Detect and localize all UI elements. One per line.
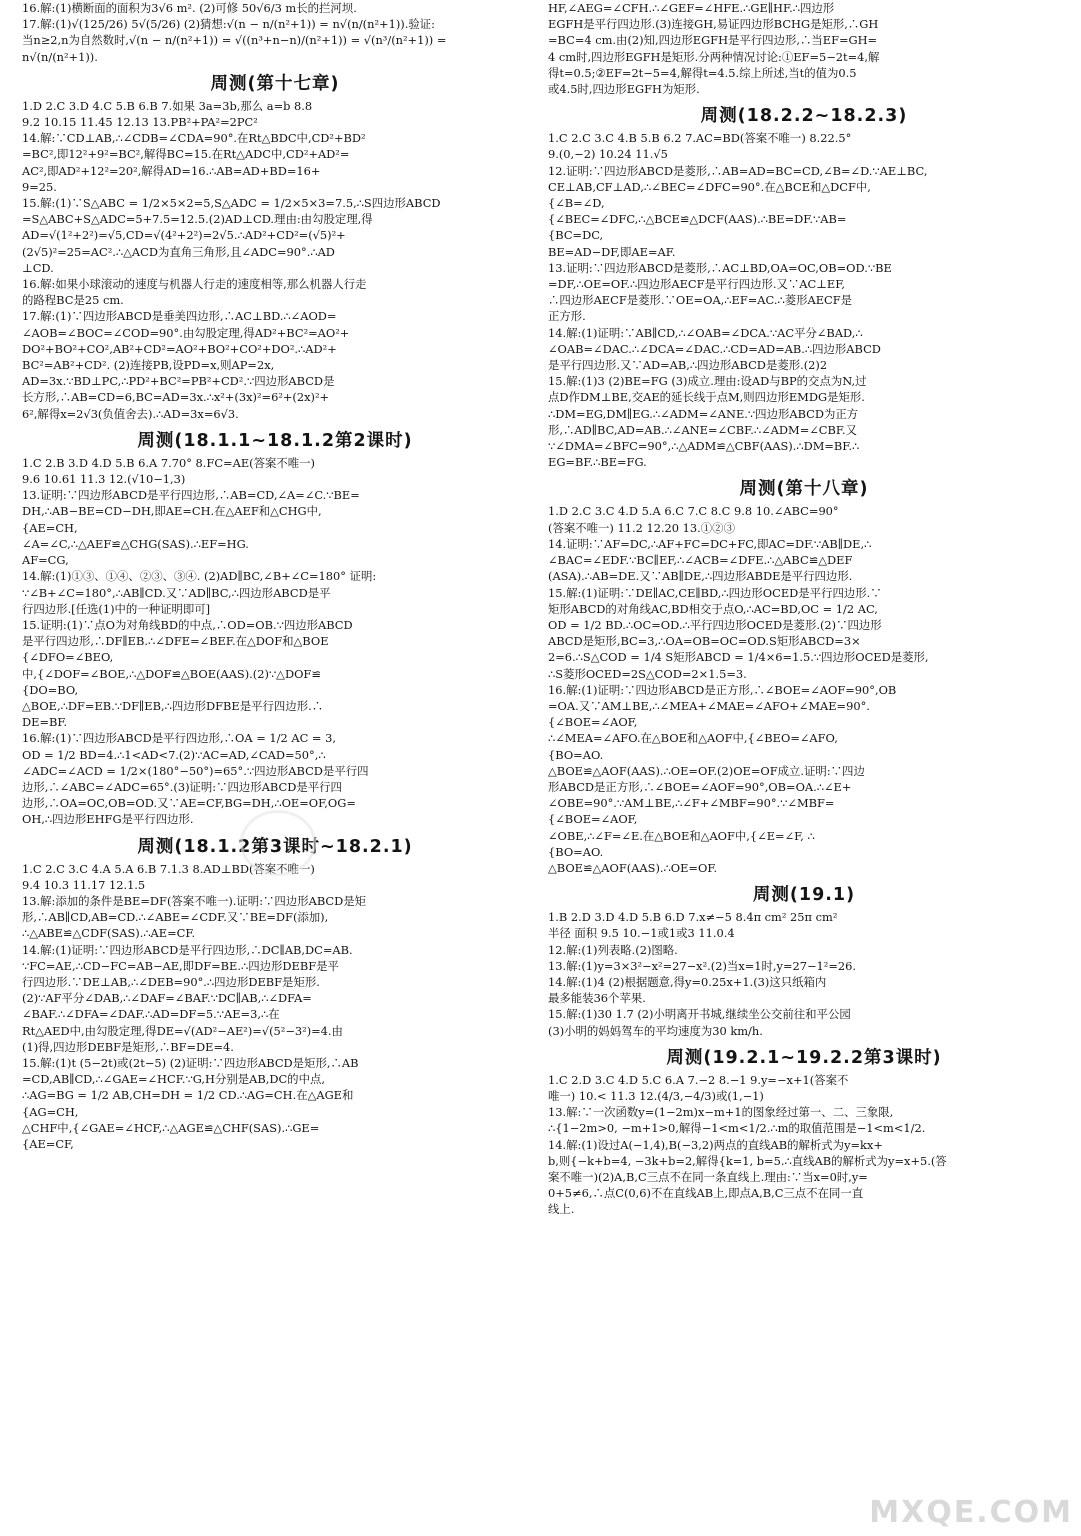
answer-line: 1.C 2.C 3.C 4.A 5.A 6.B 7.1.3 8.AD⊥BD(答案不唯一) [22,861,315,876]
answer-line: 2=6.∴S△COD = 1/4 S矩形ABCD = 1/4×6=1.5.∵四边形OCED是菱形, [548,650,929,665]
answer-line: ∴∠MEA=∠AFO.在△BOE和△AOF中,{∠BEO=∠AFO, [548,731,838,746]
answer-line: 是平行四边形,∴DF∥EB.∴∠DFE=∠BEF.在△DOF和△BOE [22,634,329,649]
answer-line: ∠BAC=∠EDF.∵BC∥EF,∴∠ACB=∠DFE.∴△ABC≌△DEF [548,553,853,568]
left-column [22,0,528,1536]
answer-line: 16.解:(1)∵四边形ABCD是平行四边形,∴OA = 1/2 AC = 3, [22,731,336,746]
answer-line: ⊥CD. [22,260,54,275]
answer-line: OD = 1/2 BD=4.∴1<AD<7.(2)∵AC=AD,∠CAD=50°,∴ [22,747,326,762]
answer-line: =S△ABC+S△ADC=5+7.5=12.5.(2)AD⊥CD.理由:由勾股定理,得 [22,212,373,227]
answer-line: 15.解:(1)∵S△ABC = 1/2×5×2=5,S△ADC = 1/2×5×3=7.5,∴S四边形ABCD [22,196,441,211]
answer-line: 1.D 2.C 3.C 4.D 5.A 6.C 7.C 8.C 9.8 10.∠ABC=90° [548,504,839,519]
answer-line: 14.解:(1)4 (2)根据题意,得y=0.25x+1.(3)这只纸箱内 [548,974,827,989]
answer-line: ∠OBE,∴∠F=∠E.在△BOE和△AOF中,{∠E=∠F, ∴ [548,828,815,843]
answer-line: ∴△ABE≌△CDF(SAS).∴AE=CF. [22,926,196,941]
answer-line: 13.解:(1)y=3×3²−x²=27−x².(2)当x=1时,y=27−1²=26. [548,958,857,973]
answer-line: 正方形. [548,309,586,324]
answer-line: 形,∴AD∥BC,AD=AB.∴∠ANE=∠CBF.∴∠ADM=∠CBF.又 [548,422,858,437]
answer-line: BE=AD−DF,即AE=AF. [548,244,676,259]
answer-line: {BC=DC, [548,228,604,243]
answer-line: 最多能装36个苹果. [548,991,646,1006]
answer-line: AD=3x.∵BD⊥PC,∴PD²+BC²=PB²+CD².∵四边形ABCD是 [22,374,335,389]
section-heading: 周测(18.1.1~18.1.2第2课时) [137,430,413,451]
answer-line: 线上. [548,1202,575,1217]
stamp-watermark [240,810,316,876]
answer-line: △BOE,∴DF=EB.∵DF∥EB,∴四边形DFBE是平行四边形.∴ [22,698,324,713]
answer-line: =BC²,即12²+9²=BC²,解得BC=15.在Rt△ADC中,CD²+AD²= [22,147,350,162]
answer-line: n√(n/(n²+1)). [22,49,98,64]
answer-line: 边形,∴OA=OC,OB=OD.又∵AE=CF,BG=DH,∴OE=OF,OG= [22,796,356,811]
answer-line: 9.4 10.3 11.17 12.1.5 [22,877,146,892]
answer-line: {AE=CF, [22,1137,74,1151]
answer-line: 1.C 2.B 3.D 4.D 5.B 6.A 7.70° 8.FC=AE(答案不唯一) [22,455,315,470]
answer-line: 14.解:(1)证明:∵四边形ABCD是平行四边形,∴DC∥AB,DC=AB. [22,942,353,957]
answer-line: ∵∠B+∠C=180°,∴AB∥CD.又∵AD∥BC,∴四边形ABCD是平 [22,585,331,600]
answer-line: 9=25. [22,179,57,194]
answer-line: ∵∠DMA=∠BFC=90°,∴△ADM≌△CBF(AAS).∴DM=BF.∴ [548,439,860,454]
answer-line: =DF,∴OE=OF.∴四边形AECF是平行四边形.又∵AC⊥EF, [548,277,845,292]
section-heading: 周测(19.2.1~19.2.2第3课时) [666,1047,942,1068]
answer-line: ∵FC=AE,∴CD−FC=AB−AE,即DF=BE.∴四边形DEBF是平 [22,958,339,973]
answer-line: ∠BAF.∴∠DFA=∠DAF.∴AD=DF=5.∵AE=3,∴在 [22,1007,280,1022]
answer-line: 半径 面积 9.5 10.−1或1或3 11.0.4 [548,926,735,941]
answer-line: {AE=CH, [22,520,78,535]
answer-line: 14.证明:∵AF=DC,∴AF+FC=DC+FC,即AC=DF.∵AB∥DE,∴ [548,536,872,551]
answer-line: CE⊥AB,CF⊥AD,∴∠BEC=∠DFC=90°.在△BCE和△DCF中, [548,179,871,194]
answer-line: 或4.5时,四边形EGFH为矩形. [548,82,700,97]
answer-line: 中,{∠DOF=∠BOE,∴△DOF≌△BOE(AAS).(2)∵△DOF≌ [22,666,321,681]
answer-line: OD = 1/2 BD.∴OC=OD.∴平行四边形OCED是菱形.(2)∵四边形 [548,617,882,632]
answer-line: {∠BOE=∠AOF, [548,812,638,827]
answer-line: 12.证明:∵四边形ABCD是菱形,∴AB=AD=BC=CD,∠B=∠D.∵AE⊥BC, [548,163,928,178]
answer-line: 行四边形.[任选(1)中的一种证明即可] [22,601,211,616]
answer-line: ∴DM=EG,DM∥EG.∴∠ADM=∠ANE.∵四边形ABCD为正方 [548,406,859,421]
answer-line: 0+5≠6,∴点C(0,6)不在直线AB上,即点A,B,C三点不在同一直 [548,1186,864,1201]
answer-line: {∠DFO=∠BEO, [22,650,114,665]
answer-line: 14.解:∵CD⊥AB,∴∠CDB=∠CDA=90°.在Rt△BDC中,CD²+BD² [22,131,366,146]
answer-line: {∠B=∠D, [548,196,605,211]
right-column [548,0,1060,1536]
answer-line: 12.解:(1)列表略.(2)图略. [548,942,678,957]
answer-line: {∠BOE=∠AOF, [548,715,638,730]
answer-line: 的路程BC是25 cm. [22,293,124,308]
answer-line: 16.解:如果小球滚动的速度与机器人行走的速度相等,那么机器人行走 [22,277,367,292]
answer-line: △BOE≌△AOF(AAS).∴OE=OF. [548,860,718,875]
answer-line: ∠AOB=∠BOC=∠COD=90°.由勾股定理,得AD²+BC²=AO²+ [22,325,350,340]
answer-line: 4 cm时,四边形EGFH是矩形.分两种情况讨论:①EF=5−2t=4,解 [548,49,880,64]
answer-line: =OA.又∵AM⊥BE,∴∠MEA+∠MAE=∠AFO+∠MAE=90°. [548,698,870,713]
answer-line: b,则{−k+b=4, −3k+b=2,解得{k=1, b=5.∴直线AB的解析式为y=x+5.(答 [548,1153,947,1168]
section-heading: 周测(第十八章) [739,479,869,500]
answer-line: 15.解:(1)证明:∵DE∥AC,CE∥BD,∴四边形OCED是平行四边形.∵ [548,585,882,600]
answer-line: 点D作DM⊥BE,交AE的延长线于点M,则四边形EMDG是矩形. [548,390,865,405]
site-watermark: MXQE.COM [869,1495,1073,1530]
answer-line: 形,∴AB∥CD,AB=CD.∴∠ABE=∠CDF.又∵BE=DF(添加), [22,910,329,925]
answer-line: =CD,AB∥CD,∴∠GAE=∠HCF.∵G,H分别是AB,DC的中点, [22,1072,325,1087]
answer-line: 9.2 10.15 11.45 12.13 13.PB²+PA²=2PC² [22,115,258,130]
answer-line: 13.解:∵一次函数y=(1−2m)x−m+1的图象经过第一、二、三象限, [548,1105,894,1120]
answer-line: 13.证明:∵四边形ABCD是平行四边形,∴AB=CD,∠A=∠C.∵BE= [22,488,360,503]
answer-line: (ASA).∴AB=DE.又∵AB∥DE,∴四边形ABDE是平行四边形. [548,569,853,584]
answer-line: 9.6 10.61 11.3 12.(√10−1,3) [22,472,186,487]
answer-line: ∠OBE=90°.∵AM⊥BE,∴∠F+∠MBF=90°.∵∠MBF= [548,796,835,811]
answer-line: ∴S菱形OCED=2S△COD=2×1.5=3. [548,666,747,681]
answer-line: 15.解:(1)t (5−2t)或(2t−5) (2)证明:∵四边形ABCD是矩形,∴AB [22,1055,359,1070]
answer-line: 边形,∴∠ABC=∠ADC=65°.(3)证明:∵四边形ABCD是平行四 [22,779,342,794]
answer-line: Rt△AED中,由勾股定理,得DE=√(AD²−AE²)=√(5²−3²)=4.由 [22,1023,343,1038]
answer-line: (答案不唯一) 11.2 12.20 13.①②③ [548,520,735,535]
answer-line: (2√5)²=25=AC².∴△ACD为直角三角形,且∠ADC=90°.∴AD [22,244,335,259]
answer-line: DE=BF. [22,715,68,730]
answer-line: 17.解:(1)∵四边形ABCD是垂美四边形,∴AC⊥BD.∴∠AOD= [22,309,337,324]
section-heading: 周测(19.1) [752,885,856,906]
answer-line: BC²=AB²+CD². (2)连接PB,设PD=x,则AP=2x, [22,358,275,373]
answer-line: EGFH是平行四边形.(3)连接GH,易证四边形BCHG是矩形,∴GH [548,17,879,32]
answer-line: 14.解:(1)设过A(−1,4),B(−3,2)两点的直线AB的解析式为y=kx+ [548,1137,883,1152]
answer-line: 得t=0.5;②EF=2t−5=4,解得t=4.5.综上所述,当t的值为0.5 [548,65,857,80]
answer-line: △BOE≌△AOF(AAS).∴OE=OF.(2)OE=OF成立.证明:∵四边 [548,763,865,778]
answer-line: 9.(0,−2) 10.24 11.√5 [548,147,668,162]
answer-line: AC²,即AD²+12²=20²,解得AD=16.∴AB=AD+BD=16+ [22,163,321,178]
section-heading: 周测(18.1.2第3课时~18.2.1) [137,836,413,857]
answer-line: 唯一) 10.< 11.3 12.(4/3,−4/3)或(1,−1) [548,1088,764,1103]
answer-line: (3)小明的妈妈驾车的平均速度为30 km/h. [548,1023,763,1038]
answer-line: 15.解:(1)30 1.7 (2)小明离开书城,继续坐公交前往和平公园 [548,1007,851,1022]
answer-line: 16.解:(1)横断面的面积为3√6 m². (2)可修 50√6/3 m长的拦河坝. [22,1,357,15]
answer-line: 6²,解得x=2√3(负值舍去).∴AD=3x=6√3. [22,406,239,421]
answer-line: DH,∴AB−BE=CD−DH,即AE=CH.在△AEF和△CHG中, [22,504,322,519]
answer-line: (1)得,四边形DEBF是矩形,∴BF=DE=4. [22,1039,234,1054]
answer-line: 1.B 2.D 3.D 4.D 5.B 6.D 7.x≠−5 8.4π cm² 25π cm² [548,910,838,925]
answer-line: ∴AG=BG = 1/2 AB,CH=DH = 1/2 CD.∴AG=CH.在△AGE和 [22,1088,354,1103]
answer-line: 1.C 2.D 3.C 4.D 5.C 6.A 7.−2 8.−1 9.y=−x+1(答案不 [548,1072,849,1087]
answer-line: (2)∵AF平分∠DAB,∴∠DAF=∠BAF.∵DC∥AB,∴∠DFA= [22,991,312,1006]
answer-line: HF,∠AEG=∠CFH.∴∠GEF=∠HFE.∴GE∥HF.∴四边形 [548,1,835,15]
answer-line: 1.C 2.C 3.C 4.B 5.B 6.2 7.AC=BD(答案不唯一) 8.22.5° [548,131,852,146]
answer-line: 是平行四边形.又∵AD=AB,∴四边形ABCD是菱形.(2)2 [548,358,828,373]
answer-line: 16.解:(1)证明:∵四边形ABCD是正方形,∴∠BOE=∠AOF=90°,OB [548,682,897,697]
answer-line: 案不唯一)(2)A,B,C三点不在同一条直线上.理由:∵当x=0时,y= [548,1170,868,1184]
answer-line: ∠A=∠C,∴△AEF≌△CHG(SAS).∴EF=HG. [22,536,249,551]
answer-line: {AG=CH, [22,1104,79,1119]
answer-line: {BO=AO. [548,747,604,762]
answer-line: OH,∴四边形EHFG是平行四边形. [22,812,194,827]
answer-line: {DO=BO, [22,682,79,697]
answer-line: 当n≥2,n为自然数时,√(n − n/(n²+1)) = √((n³+n−n)/(n²+1)) = √(n³/(n²+1)) = [22,33,447,48]
answer-line: AD=√(1²+2²)=√5,CD=√(4²+2²)=2√5.∴AD²+CD²=(√5)²+ [22,228,346,243]
section-heading: 周测(18.2.2~18.2.3) [700,106,908,127]
answer-line: 14.解:(1)①③、①④、②③、③④. (2)AD∥BC,∠B+∠C=180° 证明: [22,569,377,584]
answer-line: ABCD是矩形,BC=3,∴OA=OB=OC=OD.S矩形ABCD=3× [548,634,861,649]
answer-line: 15.解:(1)3 (2)BE=FG (3)成立.理由:设AD与BP的交点为N,过 [548,374,867,389]
answer-line: =BC=4 cm.由(2)知,四边形EGFH是平行四边形,∴当EF=GH= [548,33,878,48]
answer-line: 13.证明:∵四边形ABCD是菱形,∴AC⊥BD,OA=OC,OB=OD.∵BE [548,260,892,275]
answer-line: {BO=AO. [548,844,604,859]
answer-line: 行四边形.∵DE⊥AB,∴∠DEB=90°.∴四边形DEBF是矩形. [22,974,320,989]
section-heading: 周测(第十七章) [210,73,340,94]
answer-line: △CHF中,{∠GAE=∠HCF,∴△AGE≌△CHF(SAS).∴GE= [22,1120,320,1135]
answer-line: DO²+BO²+CO²,AB²+CD²=AO²+BO²+CO²+DO².∴AD²+ [22,341,337,356]
answer-line: {∠BEC=∠DFC,∴△BCE≌△DCF(AAS).∴BE=DF.∵AB= [548,212,847,227]
answer-line: 15.证明:(1)∵点O为对角线BD的中点,∴OD=OB.∵四边形ABCD [22,617,353,632]
answer-line: ∴{1−2m>0, −m+1>0,解得−1<m<1/2.∴m的取值范围是−1<m<1/2. [548,1121,926,1136]
answer-line: EG=BF.∴BE=FG. [548,455,647,470]
answer-line: 长方形,∴AB=CD=6,BC=AD=3x.∴x²+(3x)²=6²+(2x)²+ [22,390,330,405]
answer-line: ∴四边形AECF是菱形.∵OE=OA,∴EF=AC.∴菱形AECF是 [548,293,853,308]
answer-line: 17.解:(1)√(125/26) 5√(5/26) (2)猜想:√(n − n/(n²+1)) = n√(n/(n²+1)).验证: [22,17,435,32]
answer-line: 矩形ABCD的对角线AC,BD相交于点O,∴AC=BD,OC = 1/2 AC, [548,601,878,616]
answer-line: 13.解:添加的条件是BE=DF(答案不唯一).证明:∵四边形ABCD是矩 [22,893,367,908]
answer-line: AF=CG, [22,553,69,568]
answer-line: 14.解:(1)证明:∵AB∥CD,∴∠OAB=∠DCA.∵AC平分∠BAD,∴ [548,325,863,340]
answer-line: 1.D 2.C 3.D 4.C 5.B 6.B 7.如果 3a=3b,那么 a=b 8.8 [22,98,313,113]
answer-line: 形ABCD是正方形,∴∠BOE=∠AOF=90°,OB=OA.∴∠E+ [548,779,852,794]
answer-line: ∠ADC=∠ACD = 1/2×(180°−50°)=65°.∵四边形ABCD是平行四 [22,763,369,778]
answer-line: ∠OAB=∠DAC.∴∠DCA=∠DAC.∴CD=AD=AB.∴四边形ABCD [548,341,881,356]
